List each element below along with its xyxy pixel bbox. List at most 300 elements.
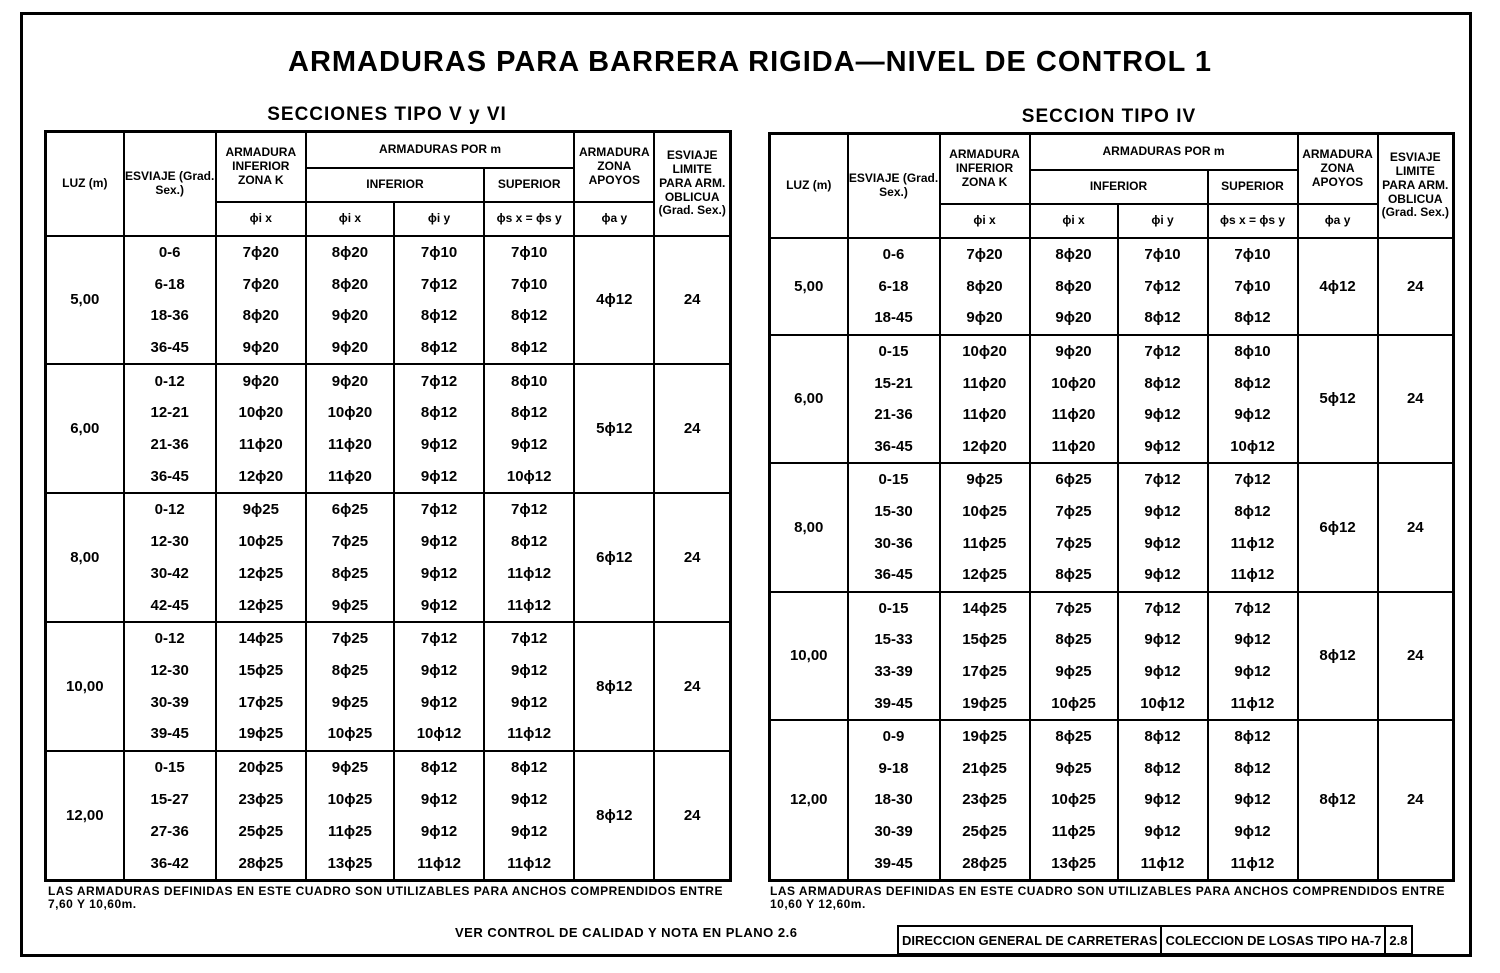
inferior-x-cell-value: 8ϕ25 bbox=[1055, 631, 1092, 649]
superior-cell bbox=[484, 622, 574, 751]
inferior-y-cell-value: 7ϕ12 bbox=[420, 630, 458, 648]
esviaje-cell-value: 36-45 bbox=[874, 437, 913, 455]
zona-k-cell-value: 12ϕ20 bbox=[962, 437, 1007, 455]
zona-k-cell-value: 12ϕ25 bbox=[238, 596, 284, 614]
superior-cell bbox=[484, 236, 574, 365]
superior-cell-value: 9ϕ12 bbox=[511, 436, 548, 454]
esviaje-cell-value: 12-30 bbox=[150, 661, 189, 679]
superior-cell-value: 11ϕ12 bbox=[1230, 534, 1275, 552]
inferior-x-cell-value: 9ϕ25 bbox=[331, 596, 369, 614]
inferior-y-cell-value: 7ϕ12 bbox=[1144, 599, 1181, 617]
inferior-x-cell-value: 9ϕ20 bbox=[331, 307, 369, 325]
esviaje-cell bbox=[124, 751, 216, 881]
header-inferior: INFERIOR bbox=[306, 168, 484, 202]
luz-cell: 10,00 bbox=[46, 622, 124, 751]
luz-cell: 5,00 bbox=[770, 238, 848, 335]
zona-k-cell-value: 28ϕ25 bbox=[238, 854, 284, 872]
superior-cell bbox=[484, 364, 574, 493]
superior-cell-value: 8ϕ12 bbox=[1234, 503, 1271, 521]
superior-cell-value: 9ϕ12 bbox=[1234, 406, 1271, 424]
superior-cell-value: 11ϕ12 bbox=[1230, 566, 1275, 584]
inferior-y-cell-value: 9ϕ12 bbox=[1144, 503, 1181, 521]
inferior-x-cell-value: 6ϕ25 bbox=[331, 501, 369, 519]
esviaje-cell bbox=[124, 622, 216, 751]
inferior-x-cell bbox=[306, 364, 394, 493]
esviaje-cell-value: 39-45 bbox=[874, 694, 913, 712]
header-armaduras-por-m: ARMADURAS POR m bbox=[306, 132, 574, 168]
inferior-y-cell-value: 8ϕ12 bbox=[420, 759, 458, 777]
superior-cell-value: 11ϕ12 bbox=[507, 854, 552, 872]
esviaje-cell-value: 15-30 bbox=[874, 503, 913, 521]
zona-k-cell-value: 15ϕ25 bbox=[238, 661, 284, 679]
table-row bbox=[46, 751, 731, 881]
zona-k-cell-value: 9ϕ25 bbox=[966, 471, 1003, 489]
right-table-note: LAS ARMADURAS DEFINIDAS EN ESTE CUADRO SON UTILIZABLES PARA ANCHOS COMPRENDIDOS ENTRE 10,60 Y 12,60m. bbox=[770, 884, 1445, 911]
esviaje-cell-value: 0-12 bbox=[154, 372, 185, 390]
zona-k-cell-value: 14ϕ25 bbox=[962, 599, 1007, 617]
inferior-x-cell-value: 11ϕ25 bbox=[328, 822, 372, 840]
superior-cell-value: 9ϕ12 bbox=[1234, 791, 1271, 809]
inferior-x-cell-value: 11ϕ25 bbox=[1051, 823, 1096, 841]
esviaje-cell bbox=[124, 364, 216, 493]
zona-k-cell-value: 25ϕ25 bbox=[238, 822, 284, 840]
title-block-sheet-number: 2.8 bbox=[1389, 932, 1408, 948]
zona-k-cell-value: 12ϕ25 bbox=[238, 564, 284, 582]
zona-k-cell bbox=[940, 238, 1030, 335]
superior-cell-value: 9ϕ12 bbox=[511, 822, 548, 840]
inferior-x-cell bbox=[306, 622, 394, 751]
table-row bbox=[46, 364, 731, 493]
zona-k-cell-value: 20ϕ25 bbox=[238, 759, 284, 777]
apoyos-cell: 8ϕ12 bbox=[1298, 720, 1378, 881]
superior-cell-value: 11ϕ12 bbox=[1230, 694, 1275, 712]
luz-cell: 5,00 bbox=[46, 236, 124, 365]
inferior-y-cell-value: 9ϕ12 bbox=[1144, 823, 1181, 841]
inferior-x-cell-value: 8ϕ20 bbox=[1055, 277, 1092, 295]
inferior-x-cell-value: 11ϕ20 bbox=[328, 436, 372, 454]
header-symbol-superior: ϕs x = ϕs y bbox=[1208, 204, 1298, 238]
apoyos-cell: 5ϕ12 bbox=[1298, 335, 1378, 463]
inferior-x-cell-value: 9ϕ20 bbox=[1055, 343, 1092, 361]
inferior-y-cell-value: 9ϕ12 bbox=[420, 533, 458, 551]
zona-k-cell-value: 11ϕ25 bbox=[962, 534, 1007, 552]
right-table-subtitle: SECCION TIPO IV bbox=[1021, 106, 1197, 127]
superior-cell bbox=[1208, 335, 1298, 463]
esviaje-cell bbox=[848, 720, 940, 881]
superior-cell-value: 8ϕ12 bbox=[1234, 374, 1271, 392]
esviaje-cell-value: 36-45 bbox=[874, 566, 913, 584]
esviaje-cell-value: 30-39 bbox=[150, 693, 189, 711]
apoyos-cell: 4ϕ12 bbox=[1298, 238, 1378, 335]
inferior-y-cell-value: 9ϕ12 bbox=[1144, 534, 1181, 552]
inferior-x-cell-value: 9ϕ25 bbox=[1055, 663, 1092, 681]
header-symbol-inferior-y: ϕi y bbox=[1118, 204, 1208, 238]
superior-cell-value: 9ϕ12 bbox=[511, 790, 548, 808]
esviaje-cell-value: 30-36 bbox=[874, 534, 913, 552]
zona-k-cell bbox=[216, 493, 306, 622]
inferior-x-cell-value: 7ϕ25 bbox=[1055, 599, 1092, 617]
inferior-y-cell-value: 8ϕ12 bbox=[1144, 374, 1181, 392]
zona-k-cell-value: 9ϕ20 bbox=[242, 372, 279, 390]
esviaje-cell bbox=[848, 238, 940, 335]
left-reinforcement-table bbox=[44, 130, 732, 882]
superior-cell-value: 8ϕ10 bbox=[1234, 343, 1271, 361]
esviaje-cell-value: 15-21 bbox=[874, 374, 913, 392]
inferior-y-cell bbox=[1118, 463, 1208, 591]
inferior-x-cell-value: 7ϕ25 bbox=[331, 630, 369, 648]
esviaje-cell bbox=[848, 335, 940, 463]
inferior-x-cell-value: 10ϕ25 bbox=[327, 790, 373, 808]
header-symbol-superior: ϕs x = ϕs y bbox=[484, 202, 574, 236]
superior-cell-value: 11ϕ12 bbox=[507, 725, 552, 743]
inferior-y-cell bbox=[394, 751, 484, 881]
inferior-y-cell-value: 8ϕ12 bbox=[420, 307, 458, 325]
zona-k-cell-value: 7ϕ20 bbox=[242, 275, 279, 293]
esviaje-cell-value: 0-6 bbox=[158, 243, 181, 261]
esviaje-cell-value: 36-42 bbox=[150, 854, 189, 872]
esviaje-cell-value: 39-45 bbox=[150, 725, 189, 743]
superior-cell-value: 7ϕ12 bbox=[511, 501, 548, 519]
esviaje-cell bbox=[848, 463, 940, 591]
zona-k-cell-value: 8ϕ20 bbox=[242, 307, 279, 325]
reference-note: VER CONTROL DE CALIDAD Y NOTA EN PLANO 2.6 bbox=[455, 925, 798, 940]
esviaje-cell-value: 30-39 bbox=[874, 823, 913, 841]
esviaje-cell-value: 15-33 bbox=[874, 631, 913, 649]
esviaje-cell-value: 0-12 bbox=[154, 630, 185, 648]
esviaje-cell-value: 0-15 bbox=[154, 759, 185, 777]
header-limite: ESVIAJE LIMITE PARA ARM. OBLICUA (Grad. Sex.) bbox=[1378, 134, 1454, 238]
limite-cell: 24 bbox=[1378, 720, 1454, 881]
header-symbol-apoyos: ϕa y bbox=[574, 202, 654, 236]
header-apoyos: ARMADURA ZONA APOYOS bbox=[574, 132, 654, 202]
esviaje-cell-value: 27-36 bbox=[150, 822, 189, 840]
inferior-x-cell-value: 11ϕ20 bbox=[1051, 437, 1096, 455]
esviaje-cell-value: 6-18 bbox=[878, 277, 909, 295]
superior-cell-value: 7ϕ10 bbox=[1234, 277, 1271, 295]
superior-cell-value: 7ϕ10 bbox=[511, 275, 548, 293]
superior-cell bbox=[484, 751, 574, 881]
header-superior: SUPERIOR bbox=[1208, 170, 1298, 204]
zona-k-cell-value: 8ϕ20 bbox=[966, 277, 1003, 295]
inferior-x-cell-value: 9ϕ20 bbox=[331, 372, 369, 390]
apoyos-cell: 6ϕ12 bbox=[1298, 463, 1378, 591]
header-symbol-k: ϕi x bbox=[216, 202, 306, 236]
zona-k-cell bbox=[216, 236, 306, 365]
superior-cell-value: 9ϕ12 bbox=[1234, 631, 1271, 649]
inferior-y-cell-value: 9ϕ12 bbox=[420, 790, 458, 808]
inferior-y-cell-value: 8ϕ12 bbox=[420, 338, 458, 356]
inferior-y-cell bbox=[1118, 720, 1208, 881]
inferior-x-cell-value: 8ϕ20 bbox=[1055, 245, 1092, 263]
header-symbol-inferior-x: ϕi x bbox=[1030, 204, 1118, 238]
inferior-y-cell-value: 9ϕ12 bbox=[420, 564, 458, 582]
zona-k-cell-value: 23ϕ25 bbox=[962, 791, 1007, 809]
table-row bbox=[46, 236, 731, 365]
apoyos-cell: 8ϕ12 bbox=[574, 622, 654, 751]
inferior-y-cell-value: 8ϕ12 bbox=[1144, 309, 1181, 327]
left-table-subtitle: SECCIONES TIPO V y VI bbox=[267, 104, 507, 125]
zona-k-cell-value: 10ϕ25 bbox=[962, 503, 1007, 521]
inferior-x-cell-value: 8ϕ20 bbox=[331, 243, 369, 261]
inferior-x-cell-value: 10ϕ25 bbox=[327, 725, 373, 743]
inferior-y-cell-value: 10ϕ12 bbox=[416, 725, 462, 743]
superior-cell-value: 9ϕ12 bbox=[511, 693, 548, 711]
esviaje-cell-value: 0-12 bbox=[154, 501, 185, 519]
header-limite: ESVIAJE LIMITE PARA ARM. OBLICUA (Grad. Sex.) bbox=[654, 132, 730, 236]
superior-cell bbox=[1208, 592, 1298, 720]
page-title: ARMADURAS PARA BARRERA RIGIDA—NIVEL DE CONTROL 1 bbox=[288, 46, 1212, 78]
inferior-y-cell-value: 8ϕ12 bbox=[1144, 728, 1181, 746]
limite-cell: 24 bbox=[1378, 463, 1454, 591]
limite-cell: 24 bbox=[654, 622, 730, 751]
inferior-y-cell-value: 7ϕ12 bbox=[1144, 343, 1181, 361]
zona-k-cell-value: 21ϕ25 bbox=[962, 759, 1007, 777]
esviaje-cell bbox=[124, 236, 216, 365]
superior-cell-value: 8ϕ12 bbox=[511, 404, 548, 422]
zona-k-cell-value: 10ϕ20 bbox=[962, 343, 1007, 361]
superior-cell-value: 8ϕ12 bbox=[1234, 759, 1271, 777]
inferior-y-cell-value: 9ϕ12 bbox=[420, 596, 458, 614]
inferior-y-cell-value: 11ϕ12 bbox=[1140, 854, 1185, 872]
esviaje-cell-value: 0-6 bbox=[882, 245, 905, 263]
inferior-x-cell bbox=[306, 751, 394, 881]
inferior-y-cell bbox=[394, 493, 484, 622]
inferior-y-cell-value: 9ϕ12 bbox=[420, 661, 458, 679]
zona-k-cell bbox=[216, 622, 306, 751]
superior-cell-value: 9ϕ12 bbox=[1234, 823, 1271, 841]
inferior-y-cell bbox=[394, 236, 484, 365]
zona-k-cell-value: 14ϕ25 bbox=[238, 630, 284, 648]
superior-cell-value: 10ϕ12 bbox=[1230, 437, 1275, 455]
superior-cell-value: 8ϕ12 bbox=[511, 338, 548, 356]
zona-k-cell-value: 7ϕ20 bbox=[966, 245, 1003, 263]
inferior-y-cell-value: 11ϕ12 bbox=[417, 854, 461, 872]
table-row bbox=[770, 463, 1454, 591]
inferior-x-cell-value: 8ϕ25 bbox=[1055, 566, 1092, 584]
superior-cell-value: 8ϕ12 bbox=[511, 759, 548, 777]
luz-cell: 8,00 bbox=[770, 463, 848, 591]
inferior-x-cell-value: 8ϕ25 bbox=[1055, 728, 1092, 746]
zona-k-cell-value: 9ϕ20 bbox=[242, 338, 279, 356]
inferior-x-cell-value: 6ϕ25 bbox=[1055, 471, 1092, 489]
esviaje-cell-value: 18-36 bbox=[150, 307, 189, 325]
inferior-x-cell-value: 10ϕ25 bbox=[1051, 791, 1096, 809]
inferior-y-cell-value: 7ϕ12 bbox=[420, 501, 458, 519]
esviaje-cell-value: 0-15 bbox=[878, 599, 909, 617]
inferior-x-cell-value: 9ϕ25 bbox=[331, 693, 369, 711]
inferior-x-cell-value: 9ϕ25 bbox=[331, 759, 369, 777]
esviaje-cell-value: 0-9 bbox=[882, 728, 905, 746]
inferior-y-cell-value: 8ϕ12 bbox=[420, 404, 458, 422]
inferior-y-cell-value: 9ϕ12 bbox=[1144, 437, 1181, 455]
inferior-x-cell-value: 13ϕ25 bbox=[1051, 854, 1096, 872]
superior-cell-value: 7ϕ10 bbox=[1234, 245, 1271, 263]
zona-k-cell-value: 9ϕ25 bbox=[242, 501, 279, 519]
inferior-y-cell-value: 9ϕ12 bbox=[420, 822, 458, 840]
esviaje-cell-value: 39-45 bbox=[874, 854, 913, 872]
limite-cell: 24 bbox=[1378, 592, 1454, 720]
header-apoyos: ARMADURA ZONA APOYOS bbox=[1298, 134, 1378, 204]
esviaje-cell-value: 12-30 bbox=[150, 533, 189, 551]
inferior-x-cell bbox=[1030, 238, 1118, 335]
inferior-y-cell bbox=[394, 622, 484, 751]
inferior-y-cell-value: 7ϕ10 bbox=[1144, 245, 1181, 263]
inferior-y-cell-value: 9ϕ12 bbox=[420, 436, 458, 454]
header-zona-k: ARMADURA INFERIOR ZONA K bbox=[216, 132, 306, 202]
zona-k-cell-value: 9ϕ20 bbox=[966, 309, 1003, 327]
inferior-x-cell bbox=[1030, 720, 1118, 881]
esviaje-cell-value: 18-45 bbox=[874, 309, 913, 327]
table-row bbox=[46, 493, 731, 622]
zona-k-cell bbox=[940, 463, 1030, 591]
limite-cell: 24 bbox=[654, 493, 730, 622]
esviaje-cell-value: 0-15 bbox=[878, 471, 909, 489]
esviaje-cell-value: 9-18 bbox=[878, 759, 909, 777]
header-symbol-apoyos: ϕa y bbox=[1298, 204, 1378, 238]
inferior-y-cell-value: 9ϕ12 bbox=[1144, 663, 1181, 681]
zona-k-cell-value: 12ϕ20 bbox=[238, 467, 284, 485]
superior-cell-value: 7ϕ12 bbox=[1234, 471, 1271, 489]
inferior-y-cell bbox=[1118, 592, 1208, 720]
inferior-x-cell bbox=[1030, 592, 1118, 720]
inferior-y-cell-value: 7ϕ12 bbox=[420, 275, 458, 293]
table-row bbox=[770, 238, 1454, 335]
zona-k-cell-value: 10ϕ25 bbox=[238, 533, 284, 551]
zona-k-cell-value: 19ϕ25 bbox=[962, 728, 1007, 746]
apoyos-cell: 8ϕ12 bbox=[574, 751, 654, 881]
table-row bbox=[770, 592, 1454, 720]
superior-cell-value: 7ϕ12 bbox=[511, 630, 548, 648]
inferior-x-cell-value: 8ϕ25 bbox=[331, 661, 369, 679]
superior-cell bbox=[1208, 463, 1298, 591]
header-superior: SUPERIOR bbox=[484, 168, 574, 202]
esviaje-cell-value: 6-18 bbox=[154, 275, 185, 293]
zona-k-cell bbox=[216, 364, 306, 493]
esviaje-cell-value: 21-36 bbox=[150, 436, 189, 454]
inferior-y-cell-value: 7ϕ12 bbox=[1144, 471, 1181, 489]
esviaje-cell-value: 15-27 bbox=[150, 790, 189, 808]
esviaje-cell-value: 36-45 bbox=[150, 467, 189, 485]
header-esviaje: ESVIAJE (Grad. Sex.) bbox=[848, 134, 940, 238]
limite-cell: 24 bbox=[1378, 238, 1454, 335]
limite-cell: 24 bbox=[654, 751, 730, 881]
apoyos-cell: 4ϕ12 bbox=[574, 236, 654, 365]
zona-k-cell bbox=[940, 592, 1030, 720]
table-row bbox=[770, 720, 1454, 881]
zona-k-cell-value: 10ϕ20 bbox=[238, 404, 284, 422]
zona-k-cell-value: 17ϕ25 bbox=[962, 663, 1007, 681]
esviaje-cell-value: 12-21 bbox=[150, 404, 189, 422]
inferior-x-cell-value: 10ϕ25 bbox=[1051, 694, 1096, 712]
superior-cell-value: 7ϕ10 bbox=[511, 243, 548, 261]
header-luz: LUZ (m) bbox=[46, 132, 124, 236]
inferior-x-cell bbox=[1030, 335, 1118, 463]
inferior-x-cell bbox=[306, 493, 394, 622]
inferior-x-cell-value: 13ϕ25 bbox=[327, 854, 373, 872]
superior-cell-value: 8ϕ12 bbox=[1234, 309, 1271, 327]
superior-cell-value: 8ϕ12 bbox=[511, 307, 548, 325]
esviaje-cell bbox=[124, 493, 216, 622]
inferior-y-cell-value: 7ϕ10 bbox=[420, 243, 458, 261]
inferior-x-cell-value: 9ϕ20 bbox=[1055, 309, 1092, 327]
zona-k-cell-value: 17ϕ25 bbox=[238, 693, 284, 711]
apoyos-cell: 6ϕ12 bbox=[574, 493, 654, 622]
esviaje-cell bbox=[848, 592, 940, 720]
zona-k-cell-value: 25ϕ25 bbox=[962, 823, 1007, 841]
zona-k-cell-value: 19ϕ25 bbox=[962, 694, 1007, 712]
zona-k-cell-value: 28ϕ25 bbox=[962, 854, 1007, 872]
inferior-y-cell-value: 8ϕ12 bbox=[1144, 759, 1181, 777]
superior-cell-value: 9ϕ12 bbox=[1234, 663, 1271, 681]
superior-cell bbox=[1208, 720, 1298, 881]
esviaje-cell-value: 42-45 bbox=[150, 596, 189, 614]
title-block-collection: COLECCION DE LOSAS TIPO HA-7 bbox=[1162, 927, 1386, 953]
luz-cell: 10,00 bbox=[770, 592, 848, 720]
right-reinforcement-table bbox=[768, 132, 1455, 882]
inferior-y-cell-value: 9ϕ12 bbox=[1144, 566, 1181, 584]
limite-cell: 24 bbox=[654, 236, 730, 365]
superior-cell-value: 7ϕ12 bbox=[1234, 599, 1271, 617]
superior-cell-value: 8ϕ12 bbox=[511, 533, 548, 551]
zona-k-cell bbox=[940, 720, 1030, 881]
inferior-x-cell bbox=[306, 236, 394, 365]
zona-k-cell-value: 12ϕ25 bbox=[962, 566, 1007, 584]
inferior-x-cell bbox=[1030, 463, 1118, 591]
limite-cell: 24 bbox=[1378, 335, 1454, 463]
superior-cell-value: 8ϕ10 bbox=[511, 372, 548, 390]
inferior-x-cell-value: 7ϕ25 bbox=[1055, 503, 1092, 521]
superior-cell-value: 11ϕ12 bbox=[507, 596, 552, 614]
esviaje-cell-value: 30-42 bbox=[150, 564, 189, 582]
superior-cell-value: 8ϕ12 bbox=[1234, 728, 1271, 746]
luz-cell: 6,00 bbox=[770, 335, 848, 463]
esviaje-cell-value: 0-15 bbox=[878, 343, 909, 361]
superior-cell-value: 11ϕ12 bbox=[507, 564, 552, 582]
zona-k-cell-value: 11ϕ20 bbox=[962, 374, 1007, 392]
inferior-y-cell bbox=[1118, 238, 1208, 335]
inferior-x-cell-value: 11ϕ20 bbox=[1051, 406, 1096, 424]
inferior-y-cell-value: 9ϕ12 bbox=[1144, 406, 1181, 424]
header-symbol-k: ϕi x bbox=[940, 204, 1030, 238]
limite-cell: 24 bbox=[654, 364, 730, 493]
luz-cell: 12,00 bbox=[46, 751, 124, 881]
superior-cell-value: 10ϕ12 bbox=[506, 467, 552, 485]
luz-cell: 6,00 bbox=[46, 364, 124, 493]
left-table-note: LAS ARMADURAS DEFINIDAS EN ESTE CUADRO SON UTILIZABLES PARA ANCHOS COMPRENDIDOS ENTRE 7,60 Y 10,60m. bbox=[48, 884, 723, 911]
apoyos-cell: 8ϕ12 bbox=[1298, 592, 1378, 720]
zona-k-cell bbox=[940, 335, 1030, 463]
inferior-x-cell-value: 11ϕ20 bbox=[328, 467, 372, 485]
table-row bbox=[770, 335, 1454, 463]
inferior-x-cell-value: 9ϕ20 bbox=[331, 338, 369, 356]
esviaje-cell-value: 21-36 bbox=[874, 406, 913, 424]
inferior-y-cell-value: 9ϕ12 bbox=[420, 693, 458, 711]
header-luz: LUZ (m) bbox=[770, 134, 848, 238]
header-symbol-inferior-y: ϕi y bbox=[394, 202, 484, 236]
inferior-y-cell-value: 9ϕ12 bbox=[1144, 631, 1181, 649]
superior-cell-value: 11ϕ12 bbox=[1230, 854, 1275, 872]
inferior-x-cell-value: 10ϕ20 bbox=[1051, 374, 1096, 392]
luz-cell: 8,00 bbox=[46, 493, 124, 622]
header-symbol-inferior-x: ϕi x bbox=[306, 202, 394, 236]
esviaje-cell-value: 33-39 bbox=[874, 663, 913, 681]
zona-k-cell-value: 11ϕ20 bbox=[962, 406, 1007, 424]
inferior-y-cell-value: 9ϕ12 bbox=[420, 467, 458, 485]
header-zona-k: ARMADURA INFERIOR ZONA K bbox=[940, 134, 1030, 204]
title-block-organization: DIRECCION GENERAL DE CARRETERAS bbox=[899, 927, 1162, 953]
zona-k-cell-value: 7ϕ20 bbox=[242, 243, 279, 261]
inferior-x-cell-value: 8ϕ25 bbox=[331, 564, 369, 582]
